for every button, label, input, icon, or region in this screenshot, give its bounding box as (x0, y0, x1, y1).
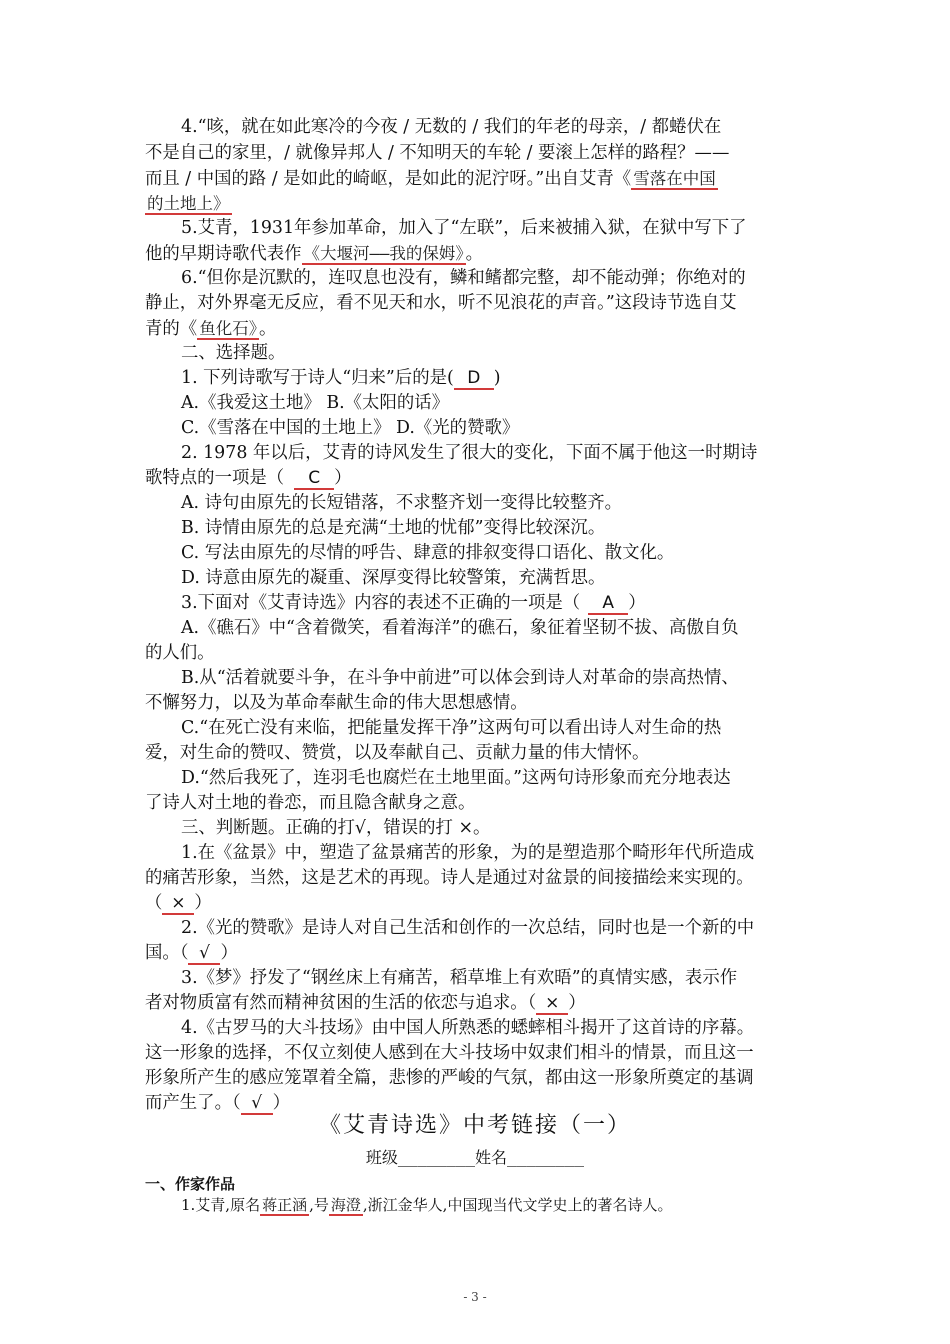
handwritten-answer: 鱼化石》 (199, 319, 257, 338)
text-line-part: ） (628, 593, 646, 613)
text-line: 不是自己的家里，/ 就像异邦人 / 不知明天的车轮 / 要滚上怎样的路程？—— (145, 143, 730, 163)
text-line (145, 241, 810, 267)
question (181, 591, 846, 616)
text-line: 爱，对生命的赞叹、赞赏，以及奉献自己、贡献力量的伟大情怀。 (145, 743, 650, 763)
text-line-part: 他的早期诗歌代表作 (145, 244, 302, 264)
text-line: 了诗人对土地的眷恋，而且隐含献身之意。 (145, 793, 476, 813)
option: A. 诗句由原先的长短错落，不求整齐划一变得比较整齐。 (181, 493, 622, 513)
text-line: 5.艾青，1931年参加革命，加入了“左联”，后来被捕入狱，在狱中写下了 (181, 218, 747, 238)
text-line-part: 1. 下列诗歌写于诗人“归来”后的是( (181, 368, 454, 388)
question: 2. 1978 年以后，艾青的诗风发生了很大的变化，下面不属于他这一时期诗 (181, 443, 758, 463)
option: B. 诗情由原先的总是充满“土地的忧郁”变得比较深沉。 (181, 518, 606, 538)
option: C.《雪落在中国的土地上》 D.《光的赞歌》 (181, 418, 520, 438)
section-heading: 一、作家作品 (145, 1175, 236, 1193)
text-line-part: ,浙江金华人,中国现当代文学史上的著名诗人。 (362, 1196, 673, 1214)
section-heading: 二、选择题。 (181, 343, 286, 363)
handwritten-answer: 的土地上》 (147, 194, 230, 213)
text-line-part: 1.艾青,原名 (181, 1196, 261, 1214)
question: 1.在《盆景》中，塑造了盆景痛苦的形象，为的是塑造那个畸形年代所造成 (181, 843, 755, 863)
option: B.从“活着就要斗争，在斗争中前进”可以体会到诗人对革命的崇高热情、 (181, 668, 739, 688)
option: C.“在死亡没有来临，把能量发挥干净”这两句可以看出诗人对生命的热 (181, 718, 722, 738)
option: C. 写法由原先的尽情的呼告、肆意的排叙变得口语化、散文化。 (181, 543, 675, 563)
question: 4.《古罗马的大斗技场》由中国人所熟悉的蟋蟀相斗揭开了这首诗的序幕。 (181, 1018, 755, 1038)
text-line-part: ） (194, 893, 212, 913)
question (181, 366, 846, 391)
text-line: 这一形象的选择，不仅立刻使人感到在大斗技场中奴隶们相斗的情景，而且这一 (145, 1043, 754, 1063)
text-line-part: 而且 / 中国的路 / 是如此的崎岖，是如此的泥泞呀。”出自艾青《 (145, 169, 632, 189)
answer-mark: × (162, 893, 194, 915)
text-line-part: 国。（ (145, 943, 189, 963)
page-number: - 3 - (463, 1290, 487, 1304)
text-line-part: 歌特点的一项是（ (145, 468, 285, 488)
option: D. 诗意由原先的凝重、深厚变得比较警策，充满哲思。 (181, 568, 606, 588)
text-line-part: 而产生了。（ (145, 1093, 241, 1113)
answer-mark: √ (241, 1093, 273, 1115)
text-line: 的痛苦形象，当然，这是艺术的再现。诗人是通过对盆景的间接描绘来实现的。 (145, 868, 754, 888)
text-line: 静止，对外界毫无反应，看不见天和水，听不见浪花的声音。”这段诗节选自艾 (145, 293, 737, 313)
text-line (145, 166, 810, 192)
text-line-part: 者对物质富有然而精神贫困的生活的依恋与追求。（ (145, 993, 537, 1013)
text-line-part: 。 (465, 244, 484, 264)
text-line-part: ) (493, 368, 501, 388)
text-line-part: ,号 (309, 1196, 329, 1214)
text-line (145, 891, 810, 916)
question (181, 1194, 672, 1215)
option: A.《我爱这土地》 B.《太阳的话》 (181, 393, 450, 413)
text-line-part: （ (145, 893, 163, 913)
text-line (145, 941, 810, 966)
option: A.《礁石》中“含着微笑，看着海洋”的礁石，象征着坚韧不拔、高傲自负 (181, 618, 739, 638)
option: D.“然后我死了，连羽毛也腐烂在土地里面。”这两句诗形象而充分地表达 (181, 768, 731, 788)
text-line: 4.“咳，就在如此寒冷的今夜 / 无数的 / 我们的年老的母亲，/ 都蜷伏在 (181, 117, 722, 137)
text-line (145, 991, 810, 1016)
answer-mark: √ (188, 943, 220, 965)
text-line-part: 3.下面对《艾青诗选》内容的表述不正确的一项是（ (181, 593, 581, 613)
text-line: 6.“但你是沉默的，连叹息也没有，鳞和鳍都完整，却不能动弹；你绝对的 (181, 268, 746, 288)
text-line-part: ） (334, 468, 352, 488)
text-line: 不懈努力，以及为革命奉献生命的伟大思想感情。 (145, 693, 528, 713)
text-line-part: ） (272, 1093, 291, 1113)
handwritten-answer: 蒋正涵 (262, 1196, 308, 1214)
text-line-part: ） (220, 943, 238, 963)
text-line (145, 466, 810, 491)
handwritten-answer: 雪落在中国 (633, 169, 716, 188)
text-line: 形象所产生的感应笼罩着全篇，悲惨的严峻的气氛，都由这一形象所奠定的基调 (145, 1068, 754, 1088)
text-line-part: 青的《 (145, 319, 198, 339)
text-line (145, 191, 810, 217)
answer-mark: D (454, 368, 494, 390)
text-line: 的人们。 (145, 643, 215, 663)
text-line (145, 316, 810, 342)
question: 2.《光的赞歌》是诗人对自己生活和创作的一次总结，同时也是一个新的中 (181, 918, 755, 938)
answer-mark: × (536, 993, 568, 1015)
handwritten-answer: 海澄 (330, 1196, 361, 1214)
section-heading: 三、判断题。正确的打√，错误的打 ×。 (181, 818, 491, 838)
question: 3.《梦》抒发了“钢丝床上有痛苦，稻草堆上有欢晤”的真情实感，表示作 (181, 968, 738, 988)
handwritten-answer: 《大堰河——我的保姆》 (303, 244, 464, 263)
text-line-part: 。 (258, 319, 277, 339)
page-title: 《艾青诗选》中考链接（一） (318, 1113, 631, 1138)
class-name-line: 班级________姓名________ (365, 1148, 585, 1167)
text-line-part: ） (568, 993, 586, 1013)
answer-mark: C (294, 468, 334, 490)
answer-mark: A (588, 593, 628, 615)
